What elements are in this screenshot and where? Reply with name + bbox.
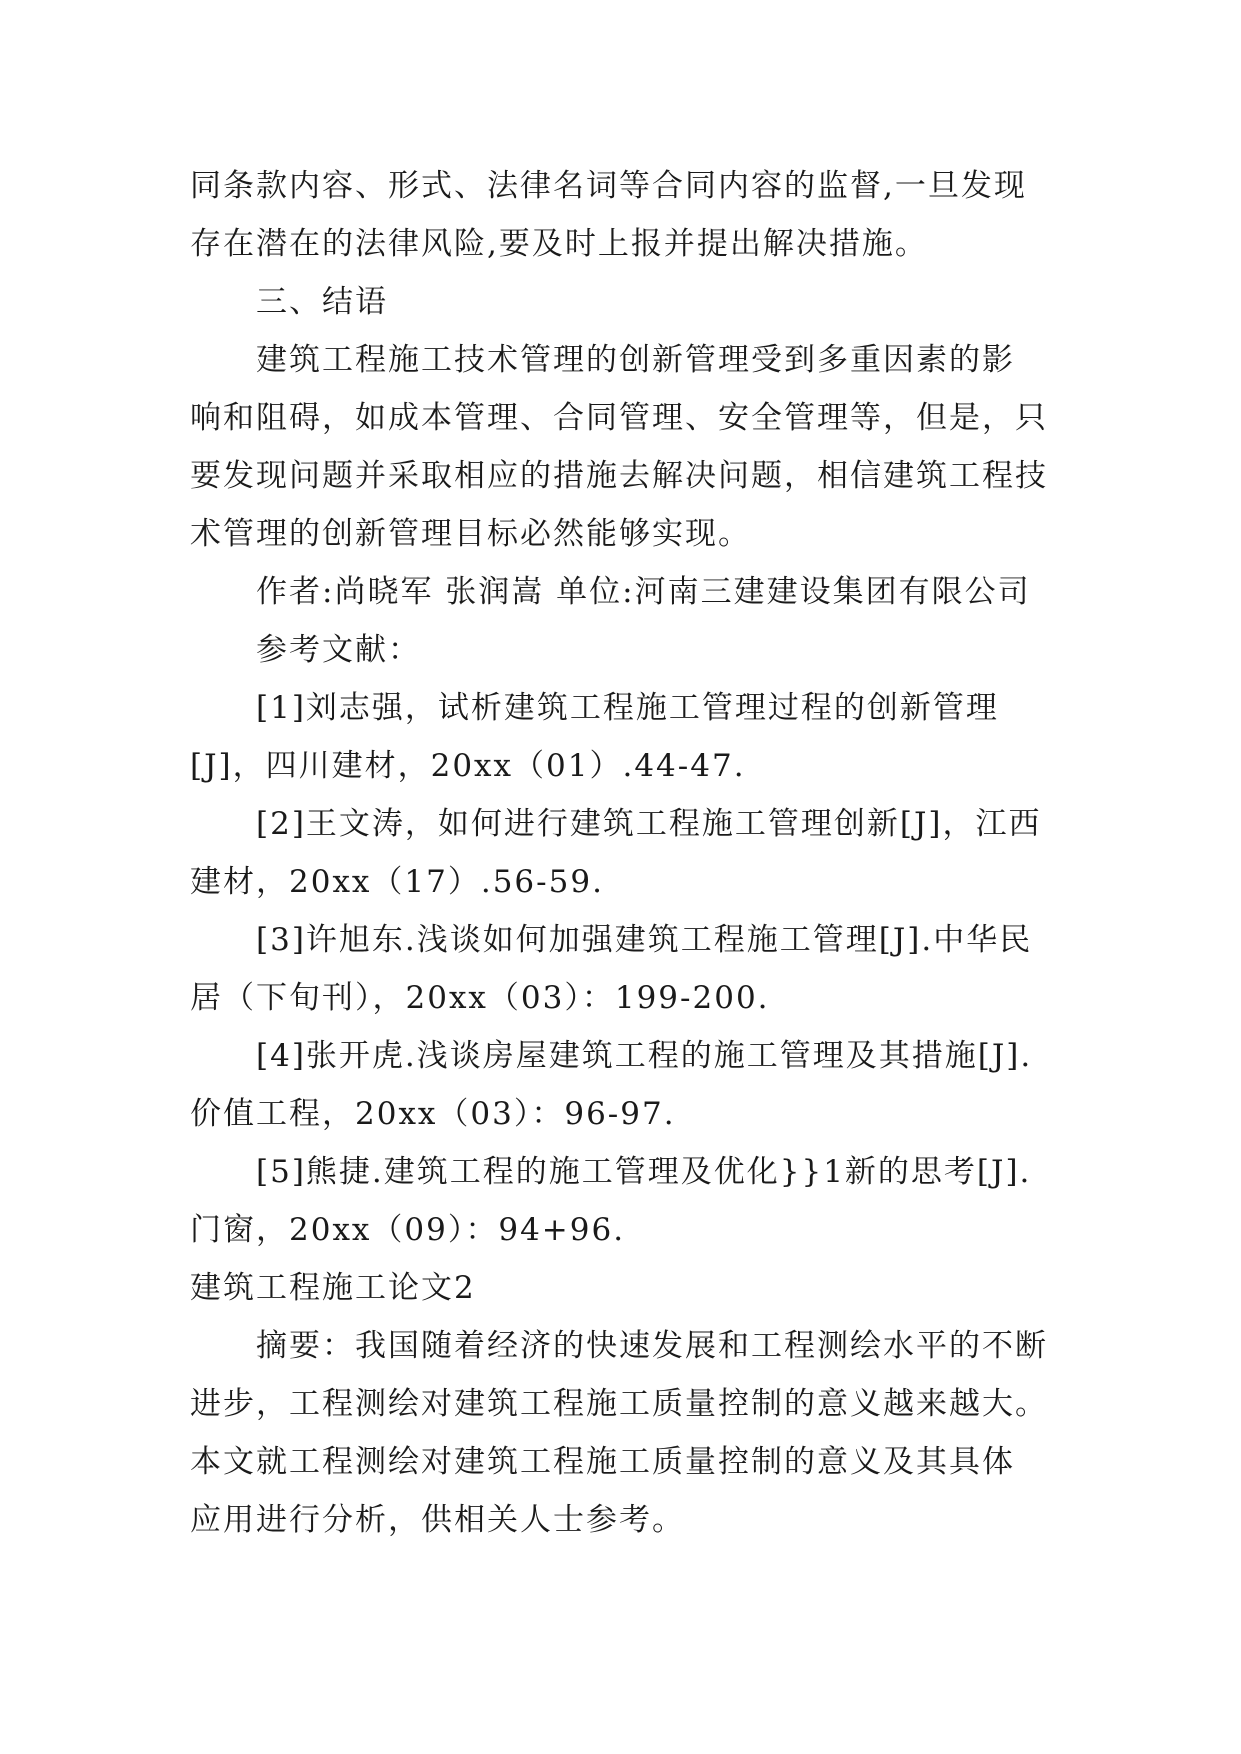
reference-item: [3]许旭东.浅谈如何加强建筑工程施工管理[J].中华民 xyxy=(256,922,1033,958)
abstract-line: 应用进行分析，供相关人士参考。 xyxy=(190,1502,685,1538)
article-title: 建筑工程施工论文2 xyxy=(190,1270,476,1306)
section-heading-conclusion: 三、结语 xyxy=(256,284,388,320)
text-line: 存在潜在的法律风险,要及时上报并提出解决措施。 xyxy=(190,226,928,262)
reference-item: 居（下旬刊），20xx（03）：199-200. xyxy=(190,980,770,1016)
abstract-line: 本文就工程测绘对建筑工程施工质量控制的意义及其具体 xyxy=(190,1444,1015,1480)
reference-item: [1]刘志强，试析建筑工程施工管理过程的创新管理 xyxy=(256,690,999,726)
text-line: 建筑工程施工技术管理的创新管理受到多重因素的影 xyxy=(256,342,1015,378)
reference-item: [5]熊捷.建筑工程的施工管理及优化}}1新的思考[J]. xyxy=(256,1154,1032,1190)
document-body xyxy=(190,157,1070,1549)
reference-item: [4]张开虎.浅谈房屋建筑工程的施工管理及其措施[J]. xyxy=(256,1038,1033,1074)
text-line: 术管理的创新管理目标必然能够实现。 xyxy=(190,516,751,552)
reference-item: [J]，四川建材，20xx（01）.44-47. xyxy=(190,748,746,784)
abstract-line: 摘要：我国随着经济的快速发展和工程测绘水平的不断 xyxy=(256,1328,1048,1364)
abstract-line: 进步，工程测绘对建筑工程施工质量控制的意义越来越大。 xyxy=(190,1386,1048,1422)
reference-item: 建材，20xx（17）.56-59. xyxy=(190,864,604,900)
reference-item: 门窗，20xx（09）：94+96. xyxy=(190,1212,626,1248)
author-line: 作者:尚晓军 张润嵩 单位:河南三建建设集团有限公司 xyxy=(256,574,1031,610)
text-line: 要发现问题并采取相应的措施去解决问题，相信建筑工程技 xyxy=(190,458,1048,494)
references-heading: 参考文献： xyxy=(256,632,421,668)
reference-item: [2]王文涛，如何进行建筑工程施工管理创新[J]，江西 xyxy=(256,806,1042,842)
text-line: 同条款内容、形式、法律名词等合同内容的监督,一旦发现 xyxy=(190,168,1027,204)
reference-item: 价值工程，20xx（03）：96-97. xyxy=(190,1096,676,1132)
text-line: 响和阻碍，如成本管理、合同管理、安全管理等，但是，只 xyxy=(190,400,1048,436)
